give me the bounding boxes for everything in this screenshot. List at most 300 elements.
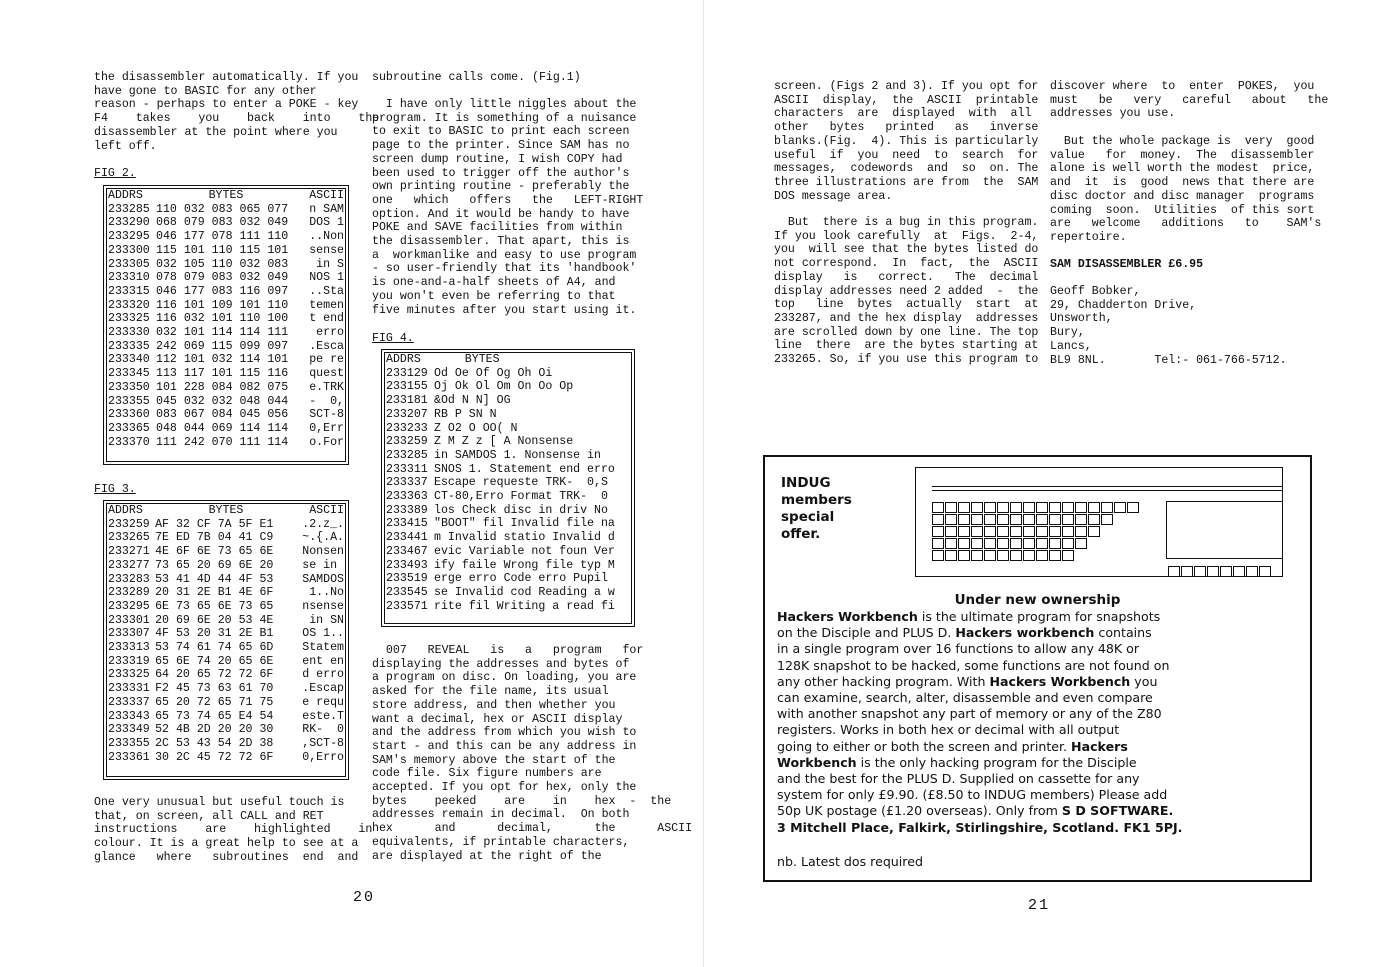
advert-text: is the only hacking program for the Disciple <box>856 754 1137 770</box>
fig3-header-ascii: ASCII <box>309 504 344 517</box>
fig2-cell: o.For <box>309 435 344 449</box>
fig2-header-addrs: ADDRS <box>108 189 143 202</box>
key <box>1220 566 1232 577</box>
fig2-header-ascii: ASCII <box>309 189 344 202</box>
advert-text: 128K snapshot to be hacked, some functions are not found on <box>777 657 1170 673</box>
fig3-cell: 233259 <box>108 517 150 531</box>
fig2-row <box>108 353 344 367</box>
fig3-cell: 233325 <box>108 668 150 682</box>
fig4-table <box>381 349 635 627</box>
advert-line <box>777 674 1302 690</box>
fig3-cell: este.T <box>302 709 344 723</box>
fig3-row <box>108 682 344 696</box>
fig3-cell: RK- 0 <box>302 723 344 737</box>
fig2-cell: 116 032 101 110 100 <box>156 312 289 326</box>
fig4-row <box>386 449 630 463</box>
fig4-cell: 233181 <box>386 394 428 408</box>
fig3-cell: AF 32 CF 7A 5F E1 <box>155 517 274 531</box>
fig4-cell: 233233 <box>386 421 428 435</box>
fig4-cell: CT-80,Erro Format TRK- 0 <box>434 490 608 504</box>
advert-text: in a single program over 16 functions to allow any 48K or <box>777 641 1140 657</box>
fig3-row <box>108 573 344 587</box>
advert-text: you <box>1130 673 1158 689</box>
fig4-row <box>386 504 630 518</box>
key <box>984 550 996 561</box>
key <box>1049 514 1061 525</box>
left-col1-intro: the disassembler automatically. If you have gone to BASIC for any other reason - perhaps to enter a POKE - key F4 takes you back into the disassembler at the point where you left off. <box>94 71 380 153</box>
key <box>1246 566 1258 577</box>
key <box>958 550 970 561</box>
key <box>1101 514 1113 525</box>
fig3-cell: .Escap <box>302 682 344 696</box>
key <box>1049 538 1061 549</box>
key <box>932 514 944 525</box>
fig2-cell: SCT-8 <box>309 408 344 422</box>
fig2-row <box>108 258 344 272</box>
fig3-cell: 233361 <box>108 750 150 764</box>
fig2-cell: erro <box>309 326 344 340</box>
key <box>945 514 957 525</box>
fig2-cell: 233350 <box>108 380 150 394</box>
fig2-cell: sense <box>309 243 344 257</box>
fig3-row <box>108 641 344 655</box>
fig3-cell: 4E 6F 6E 73 65 6E <box>155 545 274 559</box>
fig3-cell: ent en <box>302 654 344 668</box>
key-row <box>932 550 1139 561</box>
key <box>1049 526 1061 537</box>
fig2-row <box>108 408 344 422</box>
advert-body <box>777 609 1302 836</box>
fig4-cell: 233311 <box>386 462 428 476</box>
advert-text: with another snapshot any part of memory or any of the Z80 <box>777 706 1162 722</box>
advert-bold: Hackers Workbench <box>777 609 918 624</box>
key <box>1023 502 1035 513</box>
advert-bold: Workbench <box>777 754 857 770</box>
advert-text: going to either or both the screen and printer. <box>777 738 1072 754</box>
left-col2-para: I have only little niggles about the program. It is something of a nuisance to exit to BASIC to print each screen page to the printer. Since SAM has no screen dump routine, I wish COPY had been used to trigger off the author's own printing routine - preferably the one which offers the LEFT-RIGHT option. And it would be handy to have POKE and SAVE facilities from within the disassembler. That apart, this is a workmanlike and easy to use program - so user-friendly that its 'handbook' is one-and-a-half sheets of A4, and you won't even be referring to that five minutes after you start using it. <box>372 98 644 317</box>
fig2-cell: 233325 <box>108 312 150 326</box>
key <box>984 538 996 549</box>
fig3-cell: .2.z_. <box>302 517 344 531</box>
fig2-cell: 233335 <box>108 339 150 353</box>
advert-line <box>777 739 1302 755</box>
fig3-cell: 233331 <box>108 682 150 696</box>
key <box>1062 526 1074 537</box>
fig4-cell: 233207 <box>386 407 428 421</box>
advert-line <box>777 658 1302 674</box>
fig2-row <box>108 436 344 450</box>
right-col1-para2: But there is a bug in this program. If you look carefully at Figs. 2-4, you will see that the bytes listed do not correspond. In fact, the ASCII display is correct. The decimal display addresses need 2 added - the top line bytes actually start at 233287, and the hex display addresses are scrolled down by one line. The top line there are the bytes starting at 233265. So, if you use this program to <box>774 216 1039 367</box>
fig4-cell: 233363 <box>386 490 428 504</box>
key <box>1023 538 1035 549</box>
key <box>1168 566 1180 577</box>
key <box>1062 514 1074 525</box>
fig3-cell: 20 69 6E 20 53 4E <box>155 613 274 627</box>
fig3-cell: 233301 <box>108 613 150 627</box>
key <box>1036 538 1048 549</box>
fig3-row <box>108 559 344 573</box>
key <box>1101 502 1113 513</box>
fig3-cell: 233337 <box>108 695 150 709</box>
fig4-cell: 233155 <box>386 380 428 394</box>
fig3-cell: 73 65 20 69 6E 20 <box>155 558 274 572</box>
advert-text: contains <box>1094 625 1152 641</box>
key <box>997 514 1009 525</box>
fig3-cell: 233307 <box>108 627 150 641</box>
fig4-cell: 233519 <box>386 572 428 586</box>
fig2-cell: 110 032 083 065 077 <box>156 202 289 216</box>
fig3-cell: ~.{.A. <box>302 531 344 545</box>
page-fold <box>703 0 704 967</box>
key <box>1088 514 1100 525</box>
keyboard-keys <box>932 502 1139 562</box>
fig3-cell: e requ <box>302 695 344 709</box>
fig2-cell: 233330 <box>108 326 150 340</box>
fig2-cell: 116 101 109 101 110 <box>156 298 289 312</box>
fig3-cell: 7E ED 7B 04 41 C9 <box>155 531 274 545</box>
fig3-row <box>108 518 344 532</box>
key <box>1062 502 1074 513</box>
fig3-rows <box>108 518 344 765</box>
fig4-cell: SNOS 1. Statement end erro <box>434 462 615 476</box>
key <box>1062 550 1074 561</box>
key <box>1075 502 1087 513</box>
fig3-header-addrs: ADDRS <box>108 504 143 517</box>
fig2-cell: t end <box>309 312 344 326</box>
fig2-cell: 233355 <box>108 394 150 408</box>
fig4-row <box>386 490 630 504</box>
fig2-cell: NOS 1 <box>309 271 344 285</box>
fig2-cell: 233300 <box>108 243 150 257</box>
key-row <box>932 502 1139 513</box>
fig2-cell: n SAM <box>309 202 344 216</box>
fig3-cell: 233319 <box>108 654 150 668</box>
key <box>1181 566 1193 577</box>
fig4-cell: RB P SN N <box>434 407 497 421</box>
fig4-cell: 233545 <box>386 585 428 599</box>
fig3-cell: 53 41 4D 44 4F 53 <box>155 572 274 586</box>
fig4-rows <box>386 367 630 614</box>
fig2-cell: ..Sta <box>309 284 344 298</box>
fig4-label: FIG 4. <box>372 332 414 345</box>
key <box>958 502 970 513</box>
key <box>1010 514 1022 525</box>
fig3-cell: 233265 <box>108 531 150 545</box>
fig2-cell: ..Non <box>309 230 344 244</box>
fig3-cell: 233355 <box>108 736 150 750</box>
fig4-cell: 233129 <box>386 366 428 380</box>
fig4-cell: 233493 <box>386 558 428 572</box>
fig2-cell: e.TRK <box>309 380 344 394</box>
fig2-row <box>108 299 344 313</box>
fig2-cell: DOS 1 <box>309 216 344 230</box>
fig3-cell: Nonsen <box>302 545 344 559</box>
fig4-row <box>386 572 630 586</box>
fig2-cell: 233360 <box>108 408 150 422</box>
key <box>1075 514 1087 525</box>
key <box>984 514 996 525</box>
fig3-cell: 65 73 74 65 E4 54 <box>155 709 274 723</box>
key <box>1114 502 1126 513</box>
fig3-label: FIG 3. <box>94 483 136 496</box>
fig2-cell: 233310 <box>108 271 150 285</box>
fig4-cell: Z M Z z [ A Nonsense <box>434 435 574 449</box>
key <box>1207 566 1219 577</box>
key <box>958 514 970 525</box>
advert-text: system for only £9.90. (£8.50 to INDUG members) Please add <box>777 787 1168 803</box>
fig2-rows <box>108 203 344 450</box>
fig2-header <box>108 189 344 203</box>
fig4-cell: rite fil Writing a read fi <box>434 599 615 613</box>
fig2-cell: 233370 <box>108 435 150 449</box>
author-address: Geoff Bobker, 29, Chadderton Drive, Unsworth, Bury, Lancs, BL9 8NL. Tel:- 061-766-5712. <box>1050 285 1287 367</box>
computer-illustration <box>915 467 1283 577</box>
fig4-row <box>386 380 630 394</box>
fig3-row <box>108 696 344 710</box>
fig2-row <box>108 285 344 299</box>
key <box>997 538 1009 549</box>
advert-line <box>777 625 1302 641</box>
fig4-cell: Oj Ok Ol Om On Oo Op <box>434 380 574 394</box>
key <box>1062 538 1074 549</box>
fig4-cell: Escape requeste TRK- 0,S <box>434 476 608 490</box>
key <box>1194 566 1206 577</box>
right-col1-para1: screen. (Figs 2 and 3). If you opt for ASCII display, the ASCII printable characters are displayed with all other bytes printed as inverse blanks.(Fig. 4). This is particularly useful if you need to search for messages, codewords and so on. The three illustrations are from the SAM DOS message area. <box>774 80 1039 203</box>
fig3-row <box>108 531 344 545</box>
computer-panel <box>1166 501 1283 559</box>
left-col2-bottom: 007 REVEAL is a program for displaying the addresses and bytes of a program on disc. On loading, you are asked for the file name, its usual store address, and then whether you want a decimal, hex or ASCII display and the address from which you wish to start - and this can be any address in SAM's memory above the start of the code file. Six figure numbers are accepted. If you opt for hex, only the bytes peeked are in hex - the addresses remain in decimal. On both hex and decimal, the ASCII equivalents, if printable characters, are displayed at the right of the <box>372 644 693 863</box>
key <box>984 526 996 537</box>
key <box>958 538 970 549</box>
fig4-cell: 233259 <box>386 435 428 449</box>
fig2-cell: 046 177 083 116 097 <box>156 284 289 298</box>
fig2-row <box>108 367 344 381</box>
fig3-row <box>108 545 344 559</box>
fig2-cell: 112 101 032 114 101 <box>156 353 289 367</box>
key <box>997 550 1009 561</box>
key <box>971 538 983 549</box>
fig3-cell: 1..No <box>302 586 344 600</box>
fig2-cell: 111 242 070 111 114 <box>156 435 289 449</box>
fig4-row <box>386 408 630 422</box>
fig4-row <box>386 463 630 477</box>
key <box>1023 526 1035 537</box>
fig2-cell: 032 101 114 114 111 <box>156 326 289 340</box>
key <box>1023 514 1035 525</box>
fig4-row <box>386 435 630 449</box>
advert-line <box>777 641 1302 657</box>
fig3-row <box>108 723 344 737</box>
fig3-row <box>108 586 344 600</box>
fig4-cell: &Od N N] OG <box>434 394 511 408</box>
fig2-cell: in S <box>309 257 344 271</box>
advert-line <box>777 755 1302 771</box>
key <box>971 514 983 525</box>
fig3-cell: 30 2C 45 72 72 6F <box>155 750 274 764</box>
fig2-row <box>108 312 344 326</box>
fig2-cell: 233295 <box>108 230 150 244</box>
fig3-cell: 52 4B 2D 20 20 30 <box>155 723 274 737</box>
fig3-cell: nsense <box>302 599 344 613</box>
fig4-row <box>386 422 630 436</box>
fig2-cell: 032 105 110 032 083 <box>156 257 289 271</box>
fig3-cell: 65 6E 74 20 65 6E <box>155 654 274 668</box>
advert-bold: Hackers workbench <box>955 625 1095 641</box>
fig2-table <box>103 185 349 465</box>
fig2-cell: 101 228 084 082 075 <box>156 380 289 394</box>
fig2-cell: 233345 <box>108 367 150 381</box>
fig2-label: FIG 2. <box>94 167 136 180</box>
key <box>1075 526 1087 537</box>
fig2-cell: .Esca <box>309 339 344 353</box>
fig4-cell: Z O2 O OO( N <box>434 421 518 435</box>
fig4-cell: "BOOT" fil Invalid file na <box>434 517 615 531</box>
key <box>932 526 944 537</box>
fig2-cell: pe re <box>309 353 344 367</box>
fig3-row <box>108 668 344 682</box>
key <box>1127 502 1139 513</box>
fig3-cell: 233295 <box>108 599 150 613</box>
fig2-cell: 048 044 069 114 114 <box>156 421 289 435</box>
advert-line <box>777 771 1302 787</box>
fig3-header-bytes: BYTES <box>208 504 244 517</box>
fig4-row <box>386 600 630 614</box>
key <box>1036 502 1048 513</box>
fig3-cell: OS 1.. <box>302 627 344 641</box>
fig2-row <box>108 203 344 217</box>
fig3-cell: 20 31 2E B1 4E 6F <box>155 586 274 600</box>
fig4-cell: erge erro Code erro Pupil <box>434 572 608 586</box>
page-number-right: 21 <box>1028 897 1051 914</box>
fig4-cell: 233285 <box>386 448 428 462</box>
fig2-cell: 115 101 110 115 101 <box>156 243 289 257</box>
left-col1-bottom: One very unusual but useful touch is that, on screen, all CALL and RET instructions are highlighted in colour. It is a great help to see at a glance where subroutines end and <box>94 796 373 864</box>
fig4-row <box>386 394 630 408</box>
fig4-row <box>386 531 630 545</box>
fig4-row <box>386 476 630 490</box>
fig2-cell: temen <box>309 298 344 312</box>
fig2-cell: 242 069 115 099 097 <box>156 339 289 353</box>
fig3-cell: 53 74 61 74 65 6D <box>155 641 274 655</box>
fig3-cell: 4F 53 20 31 2E B1 <box>155 627 274 641</box>
fig3-cell: d erro <box>302 668 344 682</box>
fig4-row <box>386 367 630 381</box>
key <box>997 502 1009 513</box>
fig2-row <box>108 244 344 258</box>
fig2-cell: 113 117 101 115 116 <box>156 367 289 381</box>
fig2-row <box>108 395 344 409</box>
advert-line <box>777 820 1302 836</box>
fig2-cell: 046 177 078 111 110 <box>156 230 289 244</box>
advert-bold: Hackers <box>1071 738 1128 754</box>
fig4-cell: 233467 <box>386 544 428 558</box>
fig2-cell: 233315 <box>108 284 150 298</box>
fig2-row <box>108 340 344 354</box>
fig4-row <box>386 586 630 600</box>
advert-bold: S D SOFTWARE. <box>1061 803 1174 819</box>
fig4-cell: se Invalid cod Reading a w <box>434 585 615 599</box>
key <box>1023 550 1035 561</box>
key <box>1259 566 1271 577</box>
right-col2-para1: discover where to enter POKES, you must be very careful about the addresses you use. <box>1050 80 1329 121</box>
fig3-cell: 233349 <box>108 723 150 737</box>
key <box>945 550 957 561</box>
keypad-keys <box>1168 566 1271 577</box>
advert-text: on the Disciple and PLUS D. <box>777 625 956 641</box>
key <box>1049 502 1061 513</box>
fig4-cell: 233389 <box>386 503 428 517</box>
key <box>945 502 957 513</box>
fig3-row <box>108 710 344 724</box>
key <box>1036 550 1048 561</box>
fig4-cell: evic Variable not foun Ver <box>434 544 615 558</box>
indug-advert <box>763 455 1312 882</box>
fig3-cell: 233283 <box>108 572 150 586</box>
fig4-cell: in SAMDOS 1. Nonsense in <box>434 448 601 462</box>
fig3-cell: 233343 <box>108 709 150 723</box>
fig4-cell: m Invalid statio Invalid d <box>434 531 615 545</box>
advert-line <box>777 690 1302 706</box>
computer-slot <box>932 486 1282 491</box>
fig4-cell: 233415 <box>386 517 428 531</box>
fig3-row <box>108 627 344 641</box>
fig4-row <box>386 517 630 531</box>
key <box>1049 550 1061 561</box>
fig2-cell: 233285 <box>108 202 150 216</box>
fig2-row <box>108 326 344 340</box>
fig3-cell: 233277 <box>108 558 150 572</box>
advert-line <box>777 803 1302 819</box>
advert-line <box>777 722 1302 738</box>
fig3-cell: SAMDOS <box>302 572 344 586</box>
fig3-cell: 6E 73 65 6E 73 65 <box>155 599 274 613</box>
key <box>984 502 996 513</box>
right-col2-para2: But the whole package is very good value for money. The disassembler alone is well worth the modest price, and it is good news that there are disc doctor and disc manager programs coming soon. Utilities of this sort are welcome additions to SAM's repertoire. <box>1050 135 1322 244</box>
fig2-row <box>108 271 344 285</box>
fig3-row <box>108 600 344 614</box>
key <box>1233 566 1245 577</box>
fig3-cell: ,SCT-8 <box>302 736 344 750</box>
key <box>1010 502 1022 513</box>
fig3-cell: Statem <box>302 641 344 655</box>
advert-subtitle: Under new ownership <box>954 592 1121 608</box>
key <box>971 502 983 513</box>
fig3-cell: 0,Erro <box>302 750 344 764</box>
advert-line <box>777 787 1302 803</box>
key <box>945 538 957 549</box>
fig3-cell: 2C 53 43 54 2D 38 <box>155 736 274 750</box>
fig4-cell: ify faile Wrong file typ M <box>434 558 615 572</box>
key <box>958 526 970 537</box>
fig2-cell: 233365 <box>108 421 150 435</box>
advert-text: any other hacking program. With <box>777 673 990 689</box>
key <box>971 526 983 537</box>
fig3-cell: 65 20 72 65 71 75 <box>155 695 274 709</box>
product-line: SAM DISASSEMBLER £6.95 <box>1050 258 1204 271</box>
left-col2-top: subroutine calls come. (Fig.1) <box>372 71 581 84</box>
advert-text: is the ultimate program for snapshots <box>917 609 1161 624</box>
advert-offer: INDUG members special offer. <box>781 475 852 542</box>
fig2-row <box>108 216 344 230</box>
fig4-cell: 233337 <box>386 476 428 490</box>
advert-bold: Hackers Workbench <box>989 673 1131 689</box>
fig2-cell: 068 079 083 032 049 <box>156 216 289 230</box>
key <box>932 538 944 549</box>
fig4-cell: 233571 <box>386 599 428 613</box>
fig3-row <box>108 737 344 751</box>
fig3-header <box>108 504 344 518</box>
fig2-row <box>108 422 344 436</box>
